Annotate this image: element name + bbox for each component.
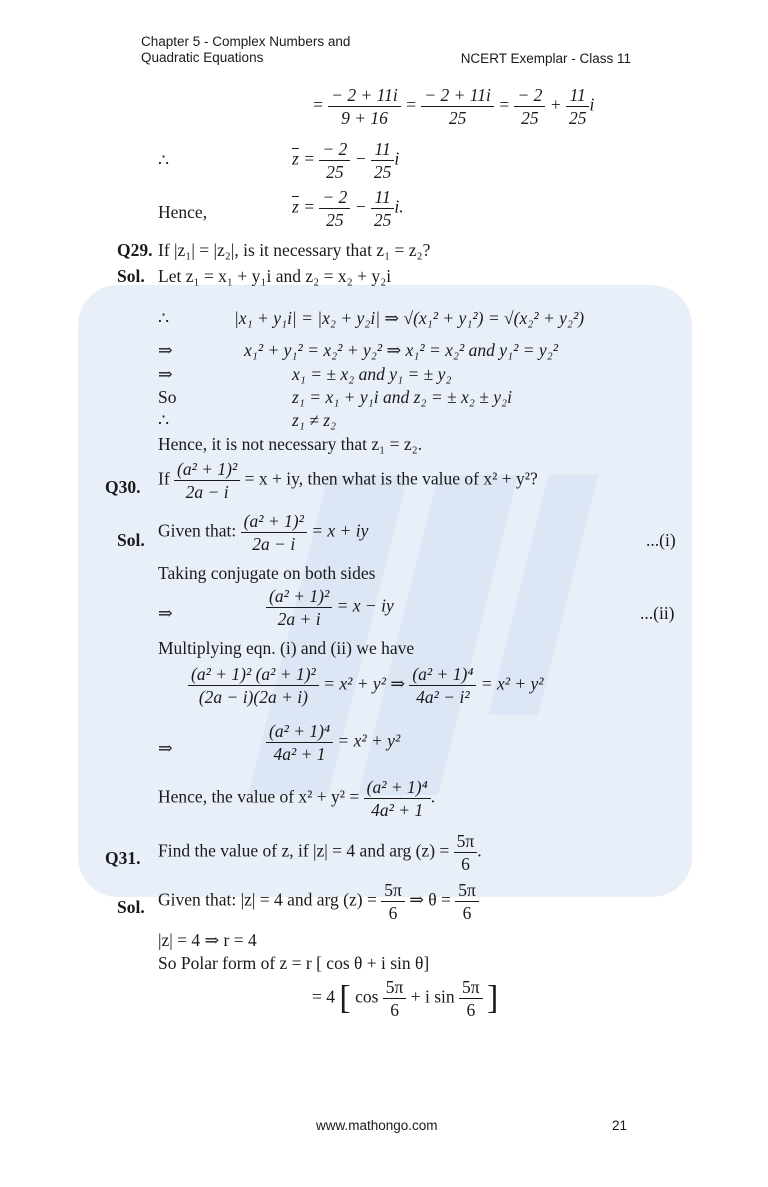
- numerator: 5π: [454, 830, 478, 853]
- given-text: Given that:: [158, 520, 237, 541]
- q30-conj-eq: [266, 585, 394, 630]
- equals: =: [303, 148, 315, 169]
- numerator: (a² + 1)²: [241, 510, 307, 533]
- denominator: 4a² + 1: [371, 800, 424, 820]
- minus: −: [354, 196, 367, 217]
- q30-label: Q30.: [105, 477, 141, 497]
- fraction: [459, 976, 483, 1021]
- q30-conj-text: Taking conjugate on both sides: [158, 563, 376, 583]
- denominator: 6: [462, 903, 472, 923]
- therefore-symbol: ∴: [158, 150, 170, 170]
- step-symbol: So: [158, 387, 177, 407]
- q31-polar-eq: [312, 976, 498, 1021]
- q29-step2: x₁² + y₁² = x₂² + y₂² ⇒ x₁² = x₂² and y₁² = y₂²: [244, 340, 558, 360]
- q31-question: [158, 830, 482, 875]
- q31-sol-label: Sol.: [117, 897, 145, 917]
- fraction: [381, 879, 405, 924]
- fraction: [514, 84, 545, 129]
- left-bracket: [: [339, 979, 351, 1017]
- step-symbol: ∴: [158, 308, 170, 328]
- q28-line2: [292, 138, 399, 183]
- middle: ⇒ θ =: [409, 889, 451, 910]
- fraction: [266, 720, 333, 765]
- numerator: (a² + 1)²: [266, 585, 332, 608]
- denominator: 25: [448, 108, 467, 128]
- q29-sol-label: Sol.: [117, 266, 145, 286]
- fraction: [409, 663, 476, 708]
- fraction: [319, 138, 350, 183]
- numerator: 5π: [459, 976, 483, 999]
- denominator: 2a − i: [252, 534, 296, 554]
- chapter-title-line1: Chapter 5 - Complex Numbers and: [141, 34, 351, 49]
- conclusion-text: Hence, the value of x² + y² =: [158, 786, 360, 807]
- given-text: Given that: |z| = 4 and arg (z) =: [158, 889, 377, 910]
- fraction: [454, 830, 478, 875]
- numerator: (a² + 1)² (a² + 1)²: [188, 663, 319, 686]
- equals: =: [303, 196, 315, 217]
- denominator: 25: [373, 162, 392, 182]
- middle: = x² + y² ⇒: [323, 673, 405, 694]
- rhs: = x² + y²: [480, 673, 544, 694]
- fraction: [566, 84, 590, 129]
- if-word: If: [158, 468, 170, 489]
- q30-conclusion: [158, 776, 435, 821]
- rhs: = x − iy: [336, 595, 394, 616]
- fraction: [188, 663, 319, 708]
- q31-given: [158, 879, 479, 924]
- denominator: 6: [390, 1000, 399, 1020]
- fraction: [421, 84, 494, 129]
- fraction: [371, 186, 395, 231]
- imaginary-unit: i.: [394, 196, 404, 217]
- footer-page-number: 21: [612, 1118, 628, 1133]
- chapter-title-line2: Quadratic Equations: [141, 50, 264, 65]
- denominator: 4a² − i²: [416, 687, 470, 707]
- rhs: = x + iy: [311, 520, 369, 541]
- denominator: 4a² + 1: [273, 744, 326, 764]
- q31-mod-line: |z| = 4 ⇒ r = 4: [158, 930, 257, 950]
- equals-four: = 4: [312, 986, 335, 1007]
- q29-sol-line: Let z₁ = x₁ + y₁i and z₂ = x₂ + y₂i: [158, 266, 392, 286]
- denominator: 9 + 16: [341, 108, 388, 128]
- numerator: 5π: [383, 976, 407, 999]
- q28-line3: [292, 186, 404, 231]
- imaginary-unit: i: [589, 94, 595, 115]
- numerator: 11: [371, 138, 395, 161]
- question-text: Find the value of z, if |z| = 4 and arg (z) =: [158, 840, 450, 861]
- numerator: − 2 + 11i: [421, 84, 494, 107]
- question-text: = x + iy, then what is the value of x² + y²?: [244, 468, 538, 489]
- q31-polar-line: So Polar form of z = r [ cos θ + i sin θ]: [158, 953, 430, 973]
- imaginary-unit: i: [394, 148, 400, 169]
- q29-conclusion: Hence, it is not necessary that z₁ = z₂.: [158, 434, 423, 454]
- numerator: − 2: [319, 138, 350, 161]
- fraction: [383, 976, 407, 1021]
- denominator: 6: [466, 1000, 476, 1020]
- right-bracket: ]: [487, 979, 499, 1017]
- minus: −: [354, 148, 367, 169]
- book-title: NCERT Exemplar - Class 11: [460, 51, 631, 66]
- z-bar: $\overline{z}$: [292, 148, 299, 169]
- fraction: [371, 138, 395, 183]
- fraction: [174, 458, 240, 503]
- hence-label: Hence,: [158, 202, 208, 222]
- q29-step4: z₁ = x₁ + y₁i and z₂ = ± x₂ ± y₂i: [292, 387, 512, 407]
- q29-label: Q29.: [117, 240, 153, 260]
- fraction: [266, 585, 332, 630]
- numerator: − 2 + 11i: [328, 84, 401, 107]
- numerator: − 2: [514, 84, 545, 107]
- step-symbol: ∴: [158, 410, 170, 430]
- equals: =: [498, 94, 511, 115]
- fraction: [364, 776, 431, 821]
- denominator: 25: [521, 108, 539, 128]
- fraction: [455, 879, 479, 924]
- denominator: 25: [326, 210, 344, 230]
- step-symbol: ⇒: [158, 738, 173, 758]
- step-symbol: ⇒: [158, 340, 173, 360]
- q29-step1: |x₁ + y₁i| = |x₂ + y₂i| ⇒ √(x₁² + y₁²) = √(x₂² + y₂²): [234, 308, 585, 328]
- q31-label: Q31.: [105, 848, 141, 868]
- equation-tag-2: ...(ii): [640, 603, 675, 623]
- numerator: (a² + 1)⁴: [266, 720, 333, 743]
- footer-website: www.mathongo.com: [316, 1118, 438, 1133]
- fraction: [241, 510, 307, 555]
- plus-i-sin: + i sin: [410, 986, 455, 1007]
- q30-given: [158, 510, 368, 555]
- denominator: 25: [568, 108, 587, 128]
- rhs: = x² + y²: [337, 730, 401, 751]
- q29-step3: x₁ = ± x₂ and y₁ = ± y₂: [292, 364, 452, 384]
- numerator: 11: [371, 186, 395, 209]
- step-symbol: ⇒: [158, 364, 173, 384]
- fraction: [319, 186, 350, 231]
- denominator: 6: [461, 854, 470, 874]
- numerator: 11: [566, 84, 590, 107]
- numerator: (a² + 1)²: [174, 458, 240, 481]
- q30-mult-text: Multiplying eqn. (i) and (ii) we have: [158, 638, 415, 658]
- denominator: 25: [326, 162, 344, 182]
- q30-question: [158, 458, 538, 503]
- plus: +: [549, 94, 562, 115]
- equation-tag-1: ...(i): [646, 530, 676, 550]
- fraction: [328, 84, 401, 129]
- period: .: [430, 786, 436, 807]
- q30-sol-label: Sol.: [117, 530, 145, 550]
- numerator: − 2: [319, 186, 350, 209]
- q29-question: If |z₁| = |z₂|, is it necessary that z₁ = z₂?: [158, 240, 431, 260]
- cos: cos: [355, 986, 379, 1007]
- denominator: 25: [373, 210, 392, 230]
- equals: =: [405, 94, 417, 115]
- denominator: 2a − i: [185, 482, 229, 502]
- step-symbol: ⇒: [158, 603, 173, 623]
- numerator: (a² + 1)⁴: [409, 663, 476, 686]
- numerator: 5π: [455, 879, 479, 902]
- equals: =: [312, 94, 324, 115]
- q30-mult-eq: [188, 663, 544, 708]
- numerator: (a² + 1)⁴: [364, 776, 431, 799]
- z-bar: $\overline{z}$: [292, 196, 299, 217]
- numerator: 5π: [381, 879, 405, 902]
- period: .: [477, 840, 482, 861]
- denominator: 2a + i: [277, 609, 321, 629]
- q29-step5: z₁ ≠ z₂: [292, 410, 337, 430]
- denominator: (2a − i)(2a + i): [198, 687, 308, 707]
- denominator: 6: [388, 903, 398, 923]
- q30-result-eq: [266, 720, 400, 765]
- q28-line1: [312, 84, 594, 129]
